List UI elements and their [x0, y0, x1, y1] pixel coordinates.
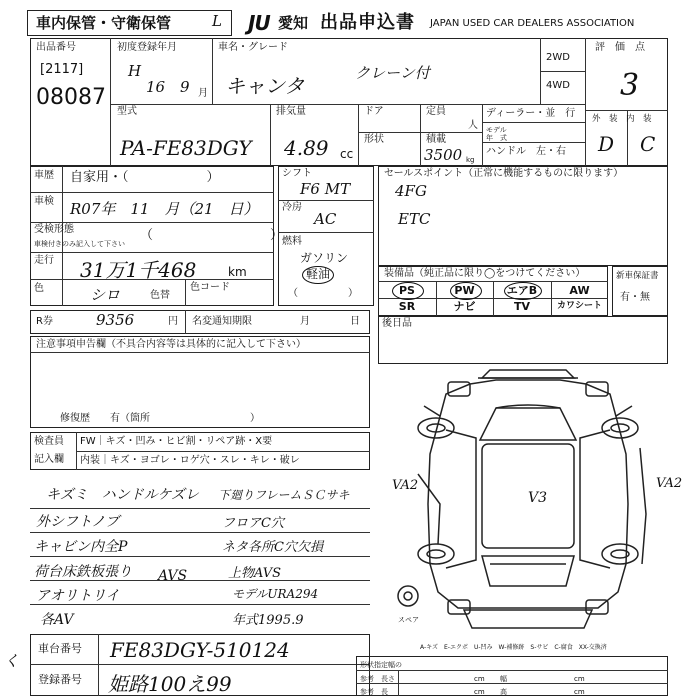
- model-year-label-2: 年 式: [486, 134, 507, 142]
- fuel-gasoline: ガソリン: [300, 251, 349, 265]
- receipt-value: （ ）: [140, 228, 284, 243]
- ac-value: AC: [314, 210, 337, 228]
- score-value: 3: [620, 68, 640, 103]
- form-title: 出品申込書: [320, 12, 415, 33]
- color-change-label: 色替: [150, 290, 170, 301]
- brand-region: 愛知: [278, 14, 309, 32]
- size-table-title: 形状指定幅の: [360, 661, 402, 669]
- size-cm-4: cm: [574, 688, 585, 696]
- size-row-1: 参考 長さ: [360, 675, 395, 683]
- inspector-label-1: 検査員: [34, 436, 64, 447]
- warranty-label: 新車保証書: [616, 271, 659, 281]
- diagram-note-right: VA2: [656, 476, 683, 491]
- diagram-note-left: VA2: [392, 478, 419, 493]
- recycle-value: 9356: [96, 311, 135, 329]
- remark-left-3: キャビン内全P: [34, 539, 128, 555]
- remark-left-1: キズミ ハンドルケズレ: [46, 487, 199, 503]
- remark-right-2: フロアC穴: [222, 516, 284, 531]
- chassis-value: FE83DGY-510124: [110, 638, 290, 662]
- remark-left-4: 荷台床鉄板張り: [34, 564, 132, 580]
- remark-mid: AVS: [158, 568, 188, 584]
- displacement-label: 排気量: [276, 106, 306, 117]
- registration-year: 16: [146, 78, 166, 96]
- history-value: 自家用・（ ）: [70, 170, 220, 185]
- score-label: 評 価 点: [595, 42, 645, 53]
- displacement-value: 4.89: [284, 136, 329, 160]
- mileage-unit: km: [228, 265, 247, 279]
- storage-mark: L: [212, 12, 222, 30]
- drive-2wd: 2WD: [546, 52, 570, 63]
- handle-label: ハンドル 左・右: [486, 146, 566, 157]
- color-label: 色: [34, 283, 44, 294]
- plate-value: 姫路100え99: [108, 672, 232, 696]
- repair-history-label: 修復歴 有（箇所 ）: [60, 413, 260, 424]
- car-name-label: 車名・グレード: [218, 42, 288, 53]
- size-table: [356, 656, 668, 696]
- doors-label: ドア: [364, 106, 384, 117]
- sales-point-1: 4FG: [395, 182, 427, 200]
- remark-right-6: 年式1995.9: [232, 613, 304, 628]
- drive-4wd: 4WD: [546, 80, 570, 91]
- notice-deadline-label: 名変通知期限: [192, 316, 252, 327]
- recycle-label: R券: [36, 316, 53, 327]
- remark-right-1: 下廻りフレームＳＣサキ: [218, 488, 350, 502]
- size-width-label: 幅: [500, 675, 507, 683]
- circle-ps: [392, 282, 424, 300]
- score-ext-label: 外 装 内 装: [592, 114, 652, 124]
- spare-label: スペア: [398, 616, 419, 624]
- post-seal-box: [378, 316, 668, 364]
- model-year-label-1: モデル: [486, 126, 507, 134]
- inspector-label-2: 記入欄: [34, 454, 64, 465]
- registration-month-unit: 月: [198, 88, 208, 99]
- size-row-2: 参考 長: [360, 688, 388, 696]
- size-height-label: 高: [500, 688, 507, 696]
- score-interior: C: [640, 132, 656, 156]
- chassis-label: 車台番号: [38, 642, 82, 655]
- sales-points-label: セールスポイント（正常に機能するものに限ります）: [384, 168, 624, 179]
- equip-leather-seat: カワシート: [556, 301, 602, 311]
- receipt-note: 車検付きのみ記入して下さい: [34, 240, 125, 248]
- fuel-diesel: 軽油: [306, 267, 331, 281]
- history-label: 車歴: [34, 170, 54, 181]
- equip-sr: SR: [398, 300, 416, 313]
- capacity-label: 定員: [426, 106, 446, 117]
- storage-label: 車内保管・守衛保管: [36, 14, 172, 32]
- notes-label: 注意事項申告欄（不具合内容等は具体的に記入して下さい）: [36, 339, 306, 350]
- remark-right-3: ネタ各所C穴欠損: [222, 540, 323, 555]
- circle-pw: [450, 282, 482, 300]
- size-cm-2: cm: [574, 675, 585, 683]
- equip-airbag: エアB: [506, 284, 538, 297]
- size-cm-3: cm: [474, 688, 485, 696]
- inspection-value: R07年 11 月（21 日）: [70, 200, 259, 218]
- remark-right-5: モデルURA294: [232, 587, 319, 601]
- diesel-circle: [302, 266, 334, 284]
- color-value: シロ: [90, 286, 121, 304]
- registration-month: 9: [180, 78, 190, 96]
- fuel-bracket: （ ）: [288, 288, 358, 299]
- registration-era: H: [128, 62, 142, 80]
- equip-ps: PS: [399, 284, 415, 297]
- equip-pw: PW: [454, 284, 475, 297]
- recycle-unit: 円: [168, 316, 178, 327]
- remark-left-6: 各AV: [40, 612, 74, 628]
- notice-month: 月: [300, 316, 310, 327]
- equip-navi: ナビ: [453, 300, 476, 313]
- equip-tv: TV: [513, 300, 531, 313]
- displacement-unit: cc: [340, 147, 354, 161]
- shape-label: 形状: [364, 134, 384, 145]
- score-exterior: D: [598, 132, 615, 156]
- remark-right-4: 上物AVS: [228, 566, 282, 581]
- load-label: 積載: [426, 134, 446, 145]
- shift-value: F6 MT: [300, 180, 351, 198]
- equipment-label: 装備品（純正品に限り◯をつけてください）: [384, 268, 586, 279]
- dealer-label: ディーラー・並 行: [486, 108, 576, 119]
- circle-airbag: [504, 282, 542, 300]
- car-name-value: キャンタ: [225, 74, 305, 98]
- plate-label: 登録番号: [38, 673, 82, 686]
- inspector-row-2: 内装｜キズ・ヨゴレ・ロゲ穴・スレ・キレ・破レ: [80, 455, 300, 466]
- load-unit: kg: [466, 156, 475, 164]
- shift-label: シフト: [282, 168, 312, 179]
- mileage-label: 走行: [34, 255, 54, 266]
- remark-left-2: 外シフトノブ: [36, 514, 120, 530]
- sales-point-2: ETC: [398, 210, 431, 228]
- margin-mark: く: [4, 652, 20, 670]
- fuel-label: 燃料: [282, 236, 302, 247]
- damage-legend: A-キズ E-エクボ U-凹み W-補修跡 S-サビ C-腐食 XX-交換済: [420, 644, 607, 651]
- association-name: JAPAN USED CAR DEALERS ASSOCIATION: [430, 18, 635, 29]
- model-label: 型式: [117, 106, 137, 117]
- lot-number: 08087: [36, 85, 106, 110]
- warranty-value: 有・無: [620, 292, 650, 303]
- registration-label: 初度登録年月: [117, 42, 177, 53]
- car-grade-value: クレーン付: [355, 64, 430, 82]
- mileage-value: 31万1千468: [80, 258, 197, 282]
- equip-aw: AW: [569, 284, 590, 297]
- diagram-note-center: V3: [528, 490, 548, 506]
- color-code-label: 色コード: [190, 282, 230, 293]
- inspection-label: 車検: [34, 196, 54, 207]
- lot-code: [2117]: [40, 62, 84, 77]
- capacity-unit: 人: [468, 120, 478, 131]
- post-seal-label: 後日品: [382, 318, 412, 329]
- model-value: PA-FE83DGY: [120, 136, 252, 160]
- remark-left-5: アオリトリイ: [36, 588, 120, 604]
- load-value: 3500: [424, 146, 463, 164]
- brand-logo: JU: [248, 11, 270, 35]
- notice-day: 日: [350, 316, 360, 327]
- lot-label: 出品番号: [36, 42, 76, 53]
- inspector-row-1: FW｜キズ・凹み・ヒビ割・リペア跡・X要: [80, 436, 273, 447]
- receipt-label: 受検形態: [34, 224, 74, 235]
- size-cm-1: cm: [474, 675, 485, 683]
- ac-label: 冷房: [282, 202, 302, 213]
